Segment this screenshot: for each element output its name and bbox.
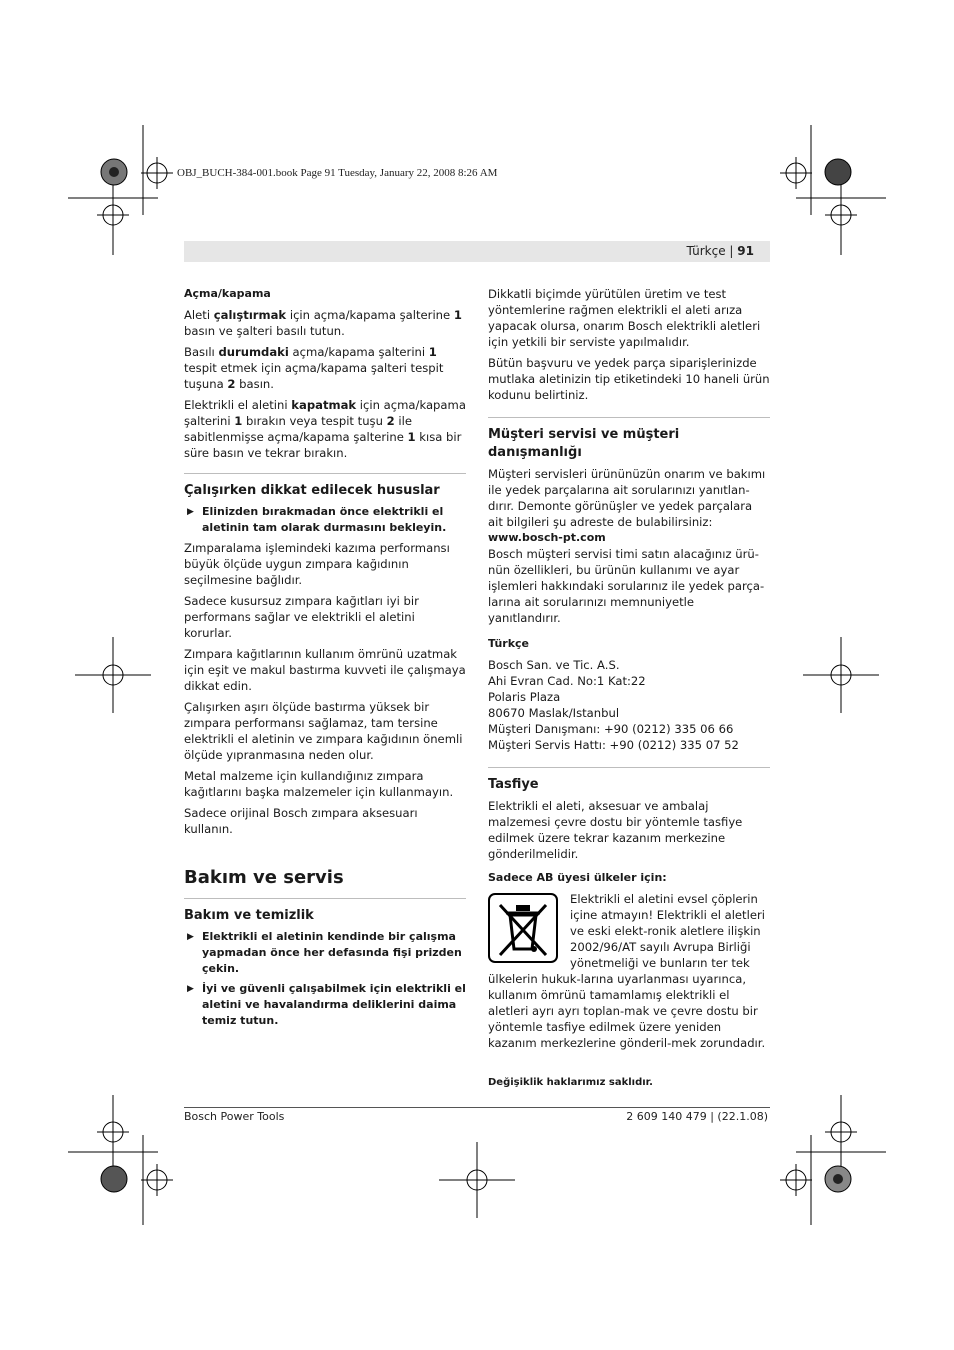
section-heading: Bakım ve temizlik (184, 908, 314, 923)
address-line: 80670 Maslak/Istanbul (488, 706, 620, 720)
rights-note: Değişiklik haklarımız saklıdır. (488, 1077, 653, 1088)
print-slug: OBJ_BUCH-384-001.book Page 91 Tuesday, January 22, 2008 8:26 AM (177, 167, 498, 179)
paragraph: Sadece orijinal Bosch zımpara aksesuarı kullanın. (184, 806, 418, 836)
chapter-title: Bakım ve servis (184, 867, 344, 888)
paragraph: Çalışırken aşırı ölçüde bastırma yüksek bir zımpara performansı sağlamaz, tam tersine elektrikli el aletinin ve zımpara kağıdının önemli ölçüde yıpranmasına neden olur. (184, 700, 463, 762)
triangle-bullet-icon: ▶ (187, 984, 194, 994)
divider (184, 898, 466, 899)
right-column (488, 286, 770, 1091)
page-number: 91 (737, 244, 754, 258)
eu-heading: Sadece AB üyesi ülkeler için: (488, 871, 667, 884)
paragraph: Bütün başvuru ve yedek parça siparişlerinizde mutlaka aletinizin tip etiketindeki 10 haneli ürün kodunu belirtiniz. (488, 356, 770, 402)
address-line: Bosch San. ve Tic. A.S. (488, 658, 620, 672)
paragraph: Bosch müşteri servisi timi satın alacağınız ürü-nün özellikleri, bu ürünün kullanımı ve ayar işlemleri hakkındaki sorularınız ile yedek parça-larına ait sorularınızı memnuniyetle yanıtlandırır. (488, 547, 765, 625)
address-line: Müşteri Danışmanı: +90 (0212) 335 06 66 (488, 722, 734, 736)
triangle-bullet-icon: ▶ (187, 507, 194, 517)
paragraph: Elektrikli el aletini kapatmak için açma/kapama şalterini 1 bırakın veya tespit tuşu 2 ile sabitlenmişse açma/kapama şalterine 1 kısa bir süre basın ve tekrar bırakın. (184, 398, 466, 460)
bullet-item: ▶ İyi ve güvenli çalışabilmek için elektrikli el aletini ve havalandırma deliklerini daima temiz tutun. (184, 981, 466, 1029)
section-heading: Müşteri servisi ve müşteri danışmanlığı (488, 417, 770, 462)
country-heading: Türkçe (488, 637, 530, 650)
paragraph: Müşteri servisleri ürününüzün onarım ve bakımı ile yedek parçalarına ait sorularınızı yanıtlan-dırır. Demonte görünüşler ve yedek parçalara ait bilgileri şu adreste de bulabilirsiniz: (488, 467, 766, 529)
footer-left: Bosch Power Tools (184, 1110, 285, 1123)
paragraph: Zımpara kağıtlarının kullanım ömrünü uzatmak için eşit ve makul bastırma kuvveti ile çalışmaya dikkat edin. (184, 647, 466, 693)
service-url: www.bosch-pt.com (488, 531, 606, 544)
header-text (686, 244, 754, 258)
address-line: Polaris Plaza (488, 690, 561, 704)
section-heading: Çalışırken dikkat edilecek hususlar (184, 473, 466, 500)
header-language: Türkçe (686, 244, 726, 258)
paragraph: Basılı durumdaki açma/kapama şalterini 1 tespit etmek için açma/kapama şalteri tespit tuşuna 2 basın. (184, 345, 444, 391)
left-column (184, 286, 466, 1033)
header-separator: | (729, 244, 734, 258)
address-block (488, 657, 770, 753)
eu-notice (488, 891, 770, 1051)
triangle-bullet-icon: ▶ (187, 932, 194, 942)
paragraph: Sadece kusursuz zımpara kağıtları iyi bir performans sağlar ve elektrikli el aletini korurlar. (184, 594, 419, 640)
paragraph: Zımparalama işlemindeki kazıma performansı büyük ölçüde uygun zımpara kağıdının seçilmesine bağlıdır. (184, 541, 450, 587)
paragraph: Dikkatli biçimde yürütülen üretim ve test yöntemlerine rağmen elektrikli el aleti arıza yapacak olursa, onarım Bosch elektrikli aletleri için yetkili bir serviste yapılmalıdır. (488, 287, 761, 349)
paragraph: Metal malzeme için kullandığınız zımpara kağıtlarını başka malzemeler için kullanmayın. (184, 769, 454, 799)
page-header (184, 241, 770, 262)
paragraph: Aleti çalıştırmak için açma/kapama şalterine 1 basın ve şalteri basılı tutun. (184, 308, 462, 338)
paragraph: Elektrikli el aleti, aksesuar ve ambalaj malzemesi çevre dostu bir yöntemle tasfiye edilmek üzere tekrar kazanım merkezine gönderilmelidir. (488, 799, 743, 861)
paragraph: Elektrikli el aletini evsel çöplerin içine atmayın! Elektrikli el aletleri ve eski elekt-ronik aletlere ilişkin 2002/96/AT sayılı Avrupa Birliği yönetmeliği ve bunların ter tek ülkelerin hukuk-larına uyarlanması uyarınca, kullanım ömrünü tamamlamış elektrikli el aletleri ayrı ayrı toplan-mak ve çevre dostu bir yöntemle tasfiye edilmek üzere yeniden kazanım merkezlerine gönderil-mek zorundadır. (488, 892, 766, 1050)
crossed-bin-icon (488, 893, 558, 963)
bullet-item: ▶ Elektrikli el aletinin kendinde bir çalışma yapmadan önce her defasında fişi prizden çekin. (184, 929, 466, 977)
bullet-item: ▶ Elinizden bırakmadan önce elektrikli el aletinin tam olarak durmasını bekleyin. (184, 504, 466, 536)
footer-divider (184, 1107, 770, 1108)
section-heading: Tasfiye (488, 767, 770, 794)
onoff-title: Açma/kapama (184, 287, 271, 300)
address-line: Müşteri Servis Hattı: +90 (0212) 335 07 52 (488, 738, 739, 752)
footer-right: 2 609 140 479 | (22.1.08) (626, 1110, 768, 1123)
address-line: Ahi Evran Cad. No:1 Kat:22 (488, 674, 646, 688)
